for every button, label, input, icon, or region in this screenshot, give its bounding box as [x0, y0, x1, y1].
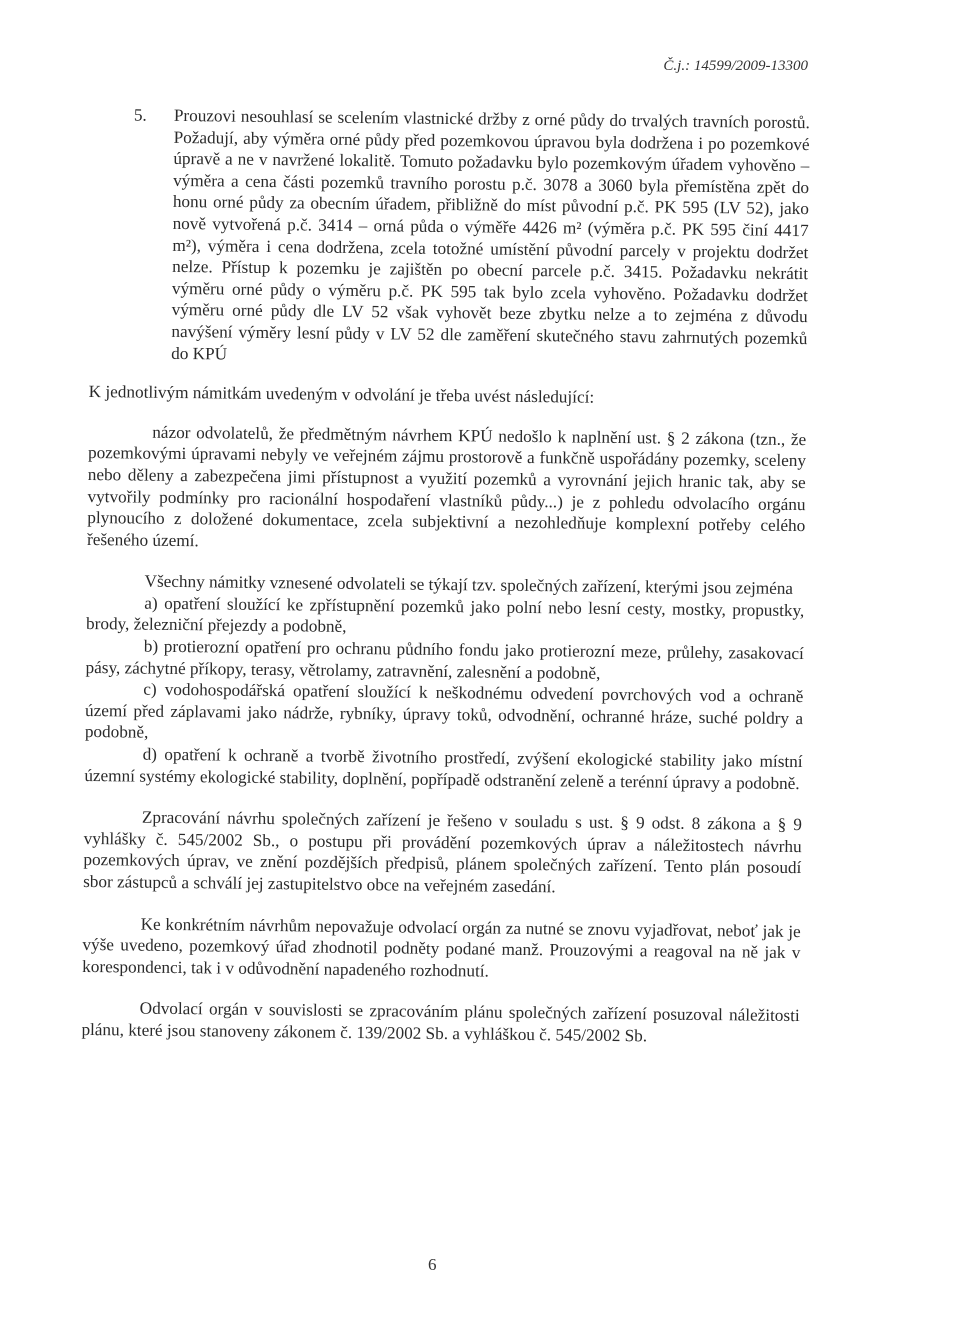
intro-paragraph: K jednotlivým námitkám uvedeným v odvolání je třeba uvést následující:: [88, 382, 595, 407]
item-number: 5.: [133, 105, 147, 125]
reference-number: Č.j.: 14599/2009-13300: [663, 58, 808, 74]
list-item-d: d) opatření k ochraně a tvorbě životního prostředí, zvýšení ekologické stability jako místní územní systémy ekologické stability, doplnění, popřípadě odstranění zeleně a terénní úpravy a podobně.: [84, 744, 803, 793]
list-item-c: c) vodohospodářská opatření sloužící k neškodnému odvedení povrchových vod a ochraně území před záplavami jako nádrže, rybníky, úpravy toků, odvodnění, ochranné hráze, suché poldry a podobně,: [84, 679, 804, 743]
processing-paragraph: Zpracování návrhu společných zařízení je řešeno v souladu s ust. § 9 odst. 8 zákona a § 9 vyhlášky č. 545/2002 Sb., o postupu při provádění pozemkových úprav a náležitostech návrhu pozemkových úprav, ve znění pozdějších předpisů, plánem společných zařízení. Tento plán posoudí sbor zástupců a schválí jej zastupitelstvo obce na veřejném zasedání.: [83, 807, 802, 897]
document-body: [81, 104, 810, 1049]
page-number: 6: [428, 1255, 437, 1274]
list-item-b: b) protierozní opatření pro ochranu půdního fondu jako protierozní meze, průlehy, zasakovací pásy, záchytné příkopy, terasy, větrolamy, zatravnění, zalesnění a podobně,: [85, 636, 804, 683]
item-text: Prouzovi nesouhlasí se scelením vlastnické držby z orné půdy do trvalých travních porostů. Požadují, aby výměra orné půdy před pozemkovou úpravou byla dodržena i po pozemkové úpravě a ne v navržené lokalitě. Tomuto požadavku bylo pozemkovým úřadem vyhověno – výměra a cena části pozemků travního porostu p.č. 3078 a 3060 byla přemístěna zpět do honu orné půdy za obecním úřadem, přibližně do míst původní p.č. PK 595 (LV 52), jako nově vytvořená p.č. 3414 – orná půda o výměře 4426 m² (výměra p.č. PK 595 činí 4417 m²), výměra i cena dodržena, zcela totožné umístění původní parcely v projektu dodržet nelze. Přístup k pozemku je zajištěn po obecní parcele p.č. 3415. Požadavku nekrátit výměru orné půdy o výměru p.č. PK 595 tak bylo zcela vyhověno. Požadavku dodržet výměru orné půdy dle LV 52 však vyhovět beze zbytku nelze a to zejména z důvodu navýšení výměry lesní půdy v LV 52 dle zaměření skutečného stavu zahrnutých pozemků do KPÚ: [171, 105, 810, 364]
opinion-paragraph: názor odvolatelů, že předmětným návrhem KPÚ nedošlo k naplnění ust. § 2 zákona (tzn., že pozemkovými úpravami nebyly ve veřejném zájmu prostorově a funkčně uspořádány pozemky, sceleny nebo děleny a zabezpečena jimi přístupnost a využití pozemků a vyrovnání jejich hranic tak, aby se vytvořily podmínky pro racionální hospodaření vlastníků půdy...) je z pohledu odvolacího orgánu plynoucího z doložené dokumentace, zcela subjektivní a nezohledňuje komplexní potřeby celého řešeného území.: [86, 422, 807, 550]
objection-item-5: [89, 104, 810, 371]
common-facilities-paragraph: Všechny námitky vznesené odvolateli se týkají tzv. společných zařízení, kterými jsou zejména: [144, 571, 794, 599]
list-item-a: a) opatření sloužící ke zpřístupnění pozemků jako polní nebo lesní cesty, mostky, propustky, brody, železniční přejezdy a podobně,: [85, 593, 805, 637]
concrete-proposals-paragraph: Ke konkrétním návrhům nepovažuje odvolací orgán za nutné se znovu vyjadřovat, neboť jak je výše uvedeno, pozemkový úřad zhodnotil podněty podané manž. Prouzovými a reagoval na ně jak v korespondenci, tak i v odůvodnění napadeného rozhodnutí.: [82, 914, 801, 981]
assessment-paragraph: Odvolací orgán v souvislosti se zpracováním plánu společných zařízení posuzoval náležitosti plánu, které jsou stanoveny zákonem č. 139/2002 Sb. a vyhláškou č. 545/2002 Sb.: [81, 998, 800, 1046]
